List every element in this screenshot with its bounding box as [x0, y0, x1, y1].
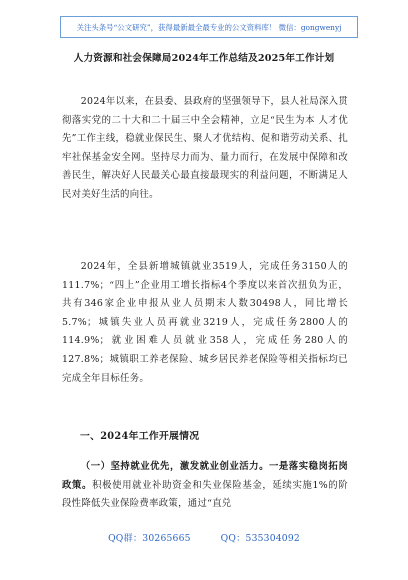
section-heading: 一、2024年工作开展情况	[80, 431, 200, 442]
subsection-heading: （一）坚持就业优先，激发就业创业活力。	[80, 461, 269, 472]
promo-banner	[60, 16, 358, 38]
document-title: 人力资源和社会保障局2024年工作总结及2025年工作计划	[73, 53, 335, 64]
intro-paragraph: 2024年以来，在县委、县政府的坚强领导下，县人社局深入贯彻落实党的二十大和二十届三中全会精神，立足“民生为本 人才优先”工作主线，稳就业保民生、聚人才优结构、促和谐劳动关系、扎牢社保基金安全网。坚持尽力而为、量力而行，在发展中保障和改善民生，解决好人民最关心最直接最现实的利益问题，不断满足人民对美好生活的向往。	[62, 96, 348, 200]
subsection-paragraph	[62, 458, 348, 514]
point-body: 积极使用就业补助资金和失业保险基金，延续实施1%的阶段性降低失业保险费率政策，通过“直兑	[62, 479, 348, 510]
point-heading: 一是落实稳岗拓岗政策。	[62, 461, 349, 491]
qq-group-text: QQ群：30265665	[108, 533, 191, 544]
promo-banner-text: 关注头条号“公文研究”，获得最新最全最专业的公文资料库！ 微信：gongwenyj	[76, 22, 342, 32]
qq-contact-text: QQ：535304092	[220, 533, 300, 544]
statistics-paragraph: 2024年，全县新增城镇就业3519人，完成任务3150人的111.7%；“四上”企业用工增长指标4个季度以来首次扭负为正，共有346家企业申报从业人员期末人数30498人，同比增长5.7%；城镇失业人员再就业3219人，完成任务2800人的114.9%；就业困难人员就业358人，完成任务280人的127.8%；城镇职工养老保险、城乡居民养老保险等相关指标均已完成全年目标任务。	[62, 261, 348, 384]
contact-footer	[0, 530, 408, 544]
